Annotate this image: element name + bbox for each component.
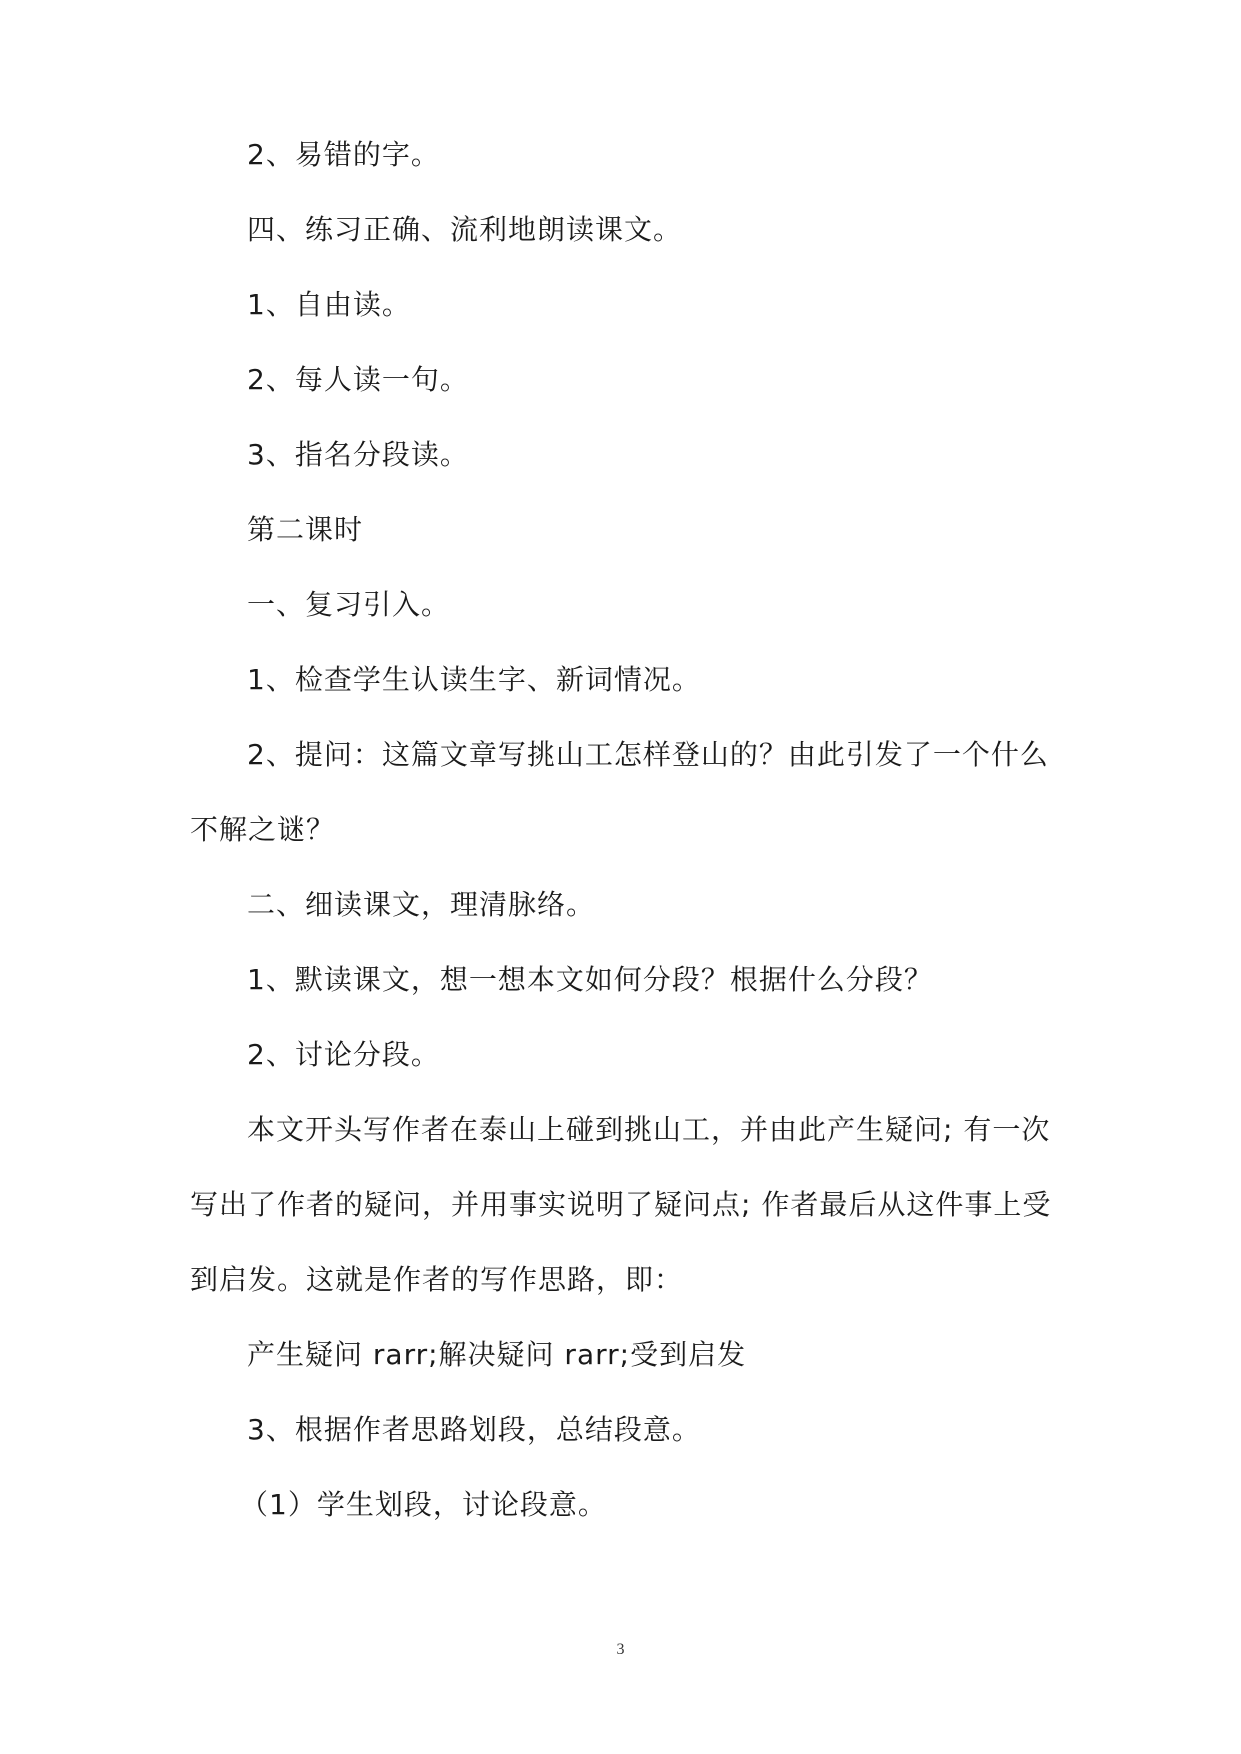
text-line: 2、提问：这篇文章写挑山工怎样登山的？由此引发了一个什么 <box>247 738 1049 771</box>
text-line: 3、指名分段读。 <box>247 438 469 471</box>
text-line: 2、讨论分段。 <box>247 1038 440 1071</box>
section-heading: 二、细读课文，理清脉络。 <box>247 888 596 921</box>
text-line: 1、自由读。 <box>247 288 411 321</box>
section-heading: 一、复习引入。 <box>247 588 451 621</box>
paragraph-line: 到启发。这就是作者的写作思路，即： <box>190 1263 684 1296</box>
page-number: 3 <box>616 1641 625 1658</box>
text-line: 1、检查学生认读生字、新词情况。 <box>247 663 701 696</box>
paragraph-line: 写出了作者的疑问，并用事实说明了疑问点; 作者最后从这件事上受 <box>190 1188 1052 1221</box>
text-line: 不解之谜？ <box>190 813 336 846</box>
text-line: 2、易错的字。 <box>247 138 440 171</box>
lesson-heading: 第二课时 <box>247 513 364 546</box>
text-line: 产生疑问 rarr;解决疑问 rarr;受到启发 <box>247 1338 747 1371</box>
paragraph-line: 本文开头写作者在泰山上碰到挑山工，并由此产生疑问; 有一次 <box>247 1113 1051 1146</box>
text-line: 1、默读课文，想一想本文如何分段？根据什么分段？ <box>247 963 933 996</box>
text-line: 3、根据作者思路划段，总结段意。 <box>247 1413 701 1446</box>
text-line: 2、每人读一句。 <box>247 363 469 396</box>
text-line: （1）学生划段，讨论段意。 <box>240 1488 607 1521</box>
section-heading: 四、练习正确、流利地朗读课文。 <box>247 213 683 246</box>
